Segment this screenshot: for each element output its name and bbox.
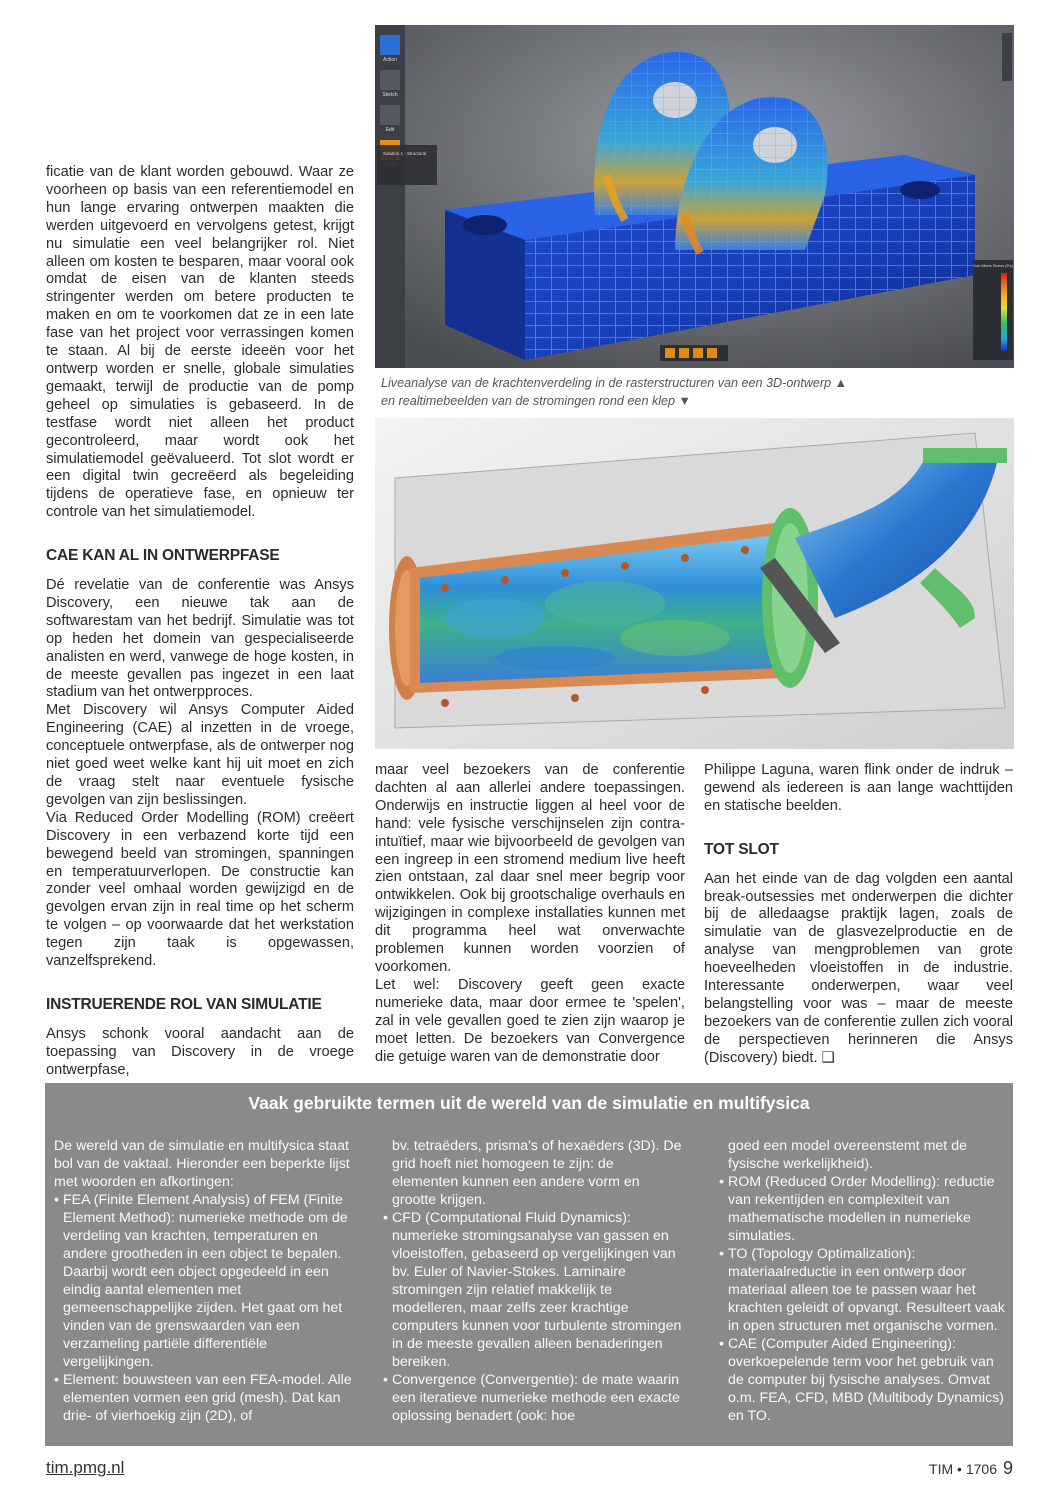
infobox-title: Vaak gebruikte termen uit de wereld van de simulatie en multifysica bbox=[248, 1093, 810, 1113]
article-column-1 bbox=[46, 164, 354, 1080]
infobox-intro: De wereld van de simulatie en multifysica staat bol van de vaktaal. Hieronder een beperkte lijst met woorden en afkortingen: bbox=[54, 1138, 350, 1190]
section-heading: TOT SLOT bbox=[704, 840, 779, 858]
valve-flow-render bbox=[375, 418, 1014, 749]
svg-text:Edit: Edit bbox=[385, 127, 395, 133]
triangle-up-icon: ▲ bbox=[834, 376, 848, 390]
end-mark-icon: ❑ bbox=[821, 1049, 835, 1066]
body-paragraph: ficatie van de klant worden gebouwd. Waar ze voorheen op basis van een referentiemodel en hun lange ervaring ontwerpen maakten die werden uitgevoerd en vervolgens getest, krijgt nu simulatie een veel belangrijker rol. Niet alleen om kosten te besparen, maar vooral ook omdat de eisen van de klanten steeds stringenter werden om betere producten te maken en om te voorkomen dat ze in een late fase van het project voor verrassingen komen te staan. Al bij de eerste ideeën voor het ontwerp worden er snelle, globale simulaties gemaakt, terwijl de productie van de pomp geheel op simulaties is gebaseerd. In de testfase wordt niet alleen het product gecontroleerd, maar wordt ook het simulatiemodel geëvalueerd. Tot slot wordt er een digital twin gecreëerd als begeleiding tijdens de operatieve fase, en opnieuw ter controle van het simulatiemodel. bbox=[46, 164, 354, 521]
body-paragraph: Met Discovery wil Ansys Computer Aided Engineering (CAE) al inzetten in de vroege, conceptuele ontwerpfase, als de ontwerper nog niet goed weet welke kant hij uit moet en zich de vraag stelt naar eventuele fysische gevolgen van zijn beslissingen. bbox=[46, 702, 354, 808]
svg-text:Action: Action bbox=[383, 57, 397, 63]
body-paragraph: Via Reduced Order Modelling (ROM) creëert Discovery in een verbazend korte tijd een bewegend beeld van stromingen, spanningen en temperatuurverlopen. De constructie kan zonder veel omhaal worden gewijzigd en de gevolgen ervan zijn in real time op het scherm te volgen – op voorwaarde dat het werkstation tegen zijn taak is opgewassen, vanzelfsprekend. bbox=[46, 809, 354, 970]
svg-text:Solution 1 - Structural: Solution 1 - Structural bbox=[383, 151, 427, 156]
term-continuation: goed een model overeenstemt met de fysische werkelijkheid). bbox=[728, 1138, 967, 1172]
term-item: • TO (Topology Optimalization): materiaalreductie in een ontwerp door materiaal alleen toe te passen waar het krachten geleidt of opvangt. Resulteert vaak in open structuren met organische vormen. bbox=[719, 1245, 1009, 1335]
issue-info bbox=[929, 1458, 1013, 1479]
flow-simulation-image bbox=[375, 418, 1014, 749]
term-item: • CFD (Computational Fluid Dynamics): numerieke stromingsanalyse van gassen en vloeistoffen, gebaseerd op vergelijkingen van bv. Euler of Navier-Stokes. Laminaire stromingen zijn relatief makkelijk te modelleren, maar zelfs zeer krachtige computers kunnen voor turbulente stromingen in de meeste gevallen alleen benaderingen bereiken. bbox=[383, 1209, 683, 1371]
triangle-down-icon: ▼ bbox=[678, 394, 692, 408]
term-item: • CAE (Computer Aided Engineering): overkoepelende term voor het gebruik van de computer bij fysische analyses. Omvat o.m. FEA, CFD, MBD (Multibody Dynamics) en TO. bbox=[719, 1335, 1009, 1425]
body-paragraph: Let wel: Discovery geeft geen exacte numerieke data, maar door ermee te 'spelen', zal in vele gevallen goed te zien zijn waarop je moet letten. De bezoekers van Convergence die getuige waren van de demonstratie door bbox=[375, 976, 685, 1065]
body-paragraph: Dé revelatie van de conferentie was Ansys Discovery, een nieuwe tak aan de softwarestam van het bedrijf. Simulatie was tot op heden het domein van gespecialiseerde analisten en werd, vanwege de hoge kosten, in de meeste gevallen pas ingezet in een laat stadium van het ontwerpproces. bbox=[46, 577, 354, 701]
infobox-column-1 bbox=[54, 1137, 354, 1425]
svg-text:Sketch: Sketch bbox=[382, 92, 398, 98]
section-heading: CAE KAN AL IN ONTWERPFASE bbox=[46, 547, 280, 565]
term-item: • FEA (Finite Element Analysis) of FEM (Finite Element Method): numerieke methode om de verdeling van krachten, temperaturen en andere grootheden in een object te bepalen. Daarbij wordt een object opgedeeld in een eindig aantal elementen met gemeenschappelijke zijden. Het gaat om het vinden van de grenswaarden van een verzameling partiële differentiële vergelijkingen. bbox=[54, 1191, 354, 1371]
structural-simulation-image bbox=[375, 25, 1014, 368]
body-paragraph: Philippe Laguna, waren flink onder de indruk – gewend als iedereen is aan lange wachttijden en statische beelden. bbox=[704, 762, 1013, 814]
issue-number: TIM • 1706 bbox=[929, 1461, 997, 1477]
lattice-bracket-render bbox=[375, 25, 1014, 368]
article-column-3 bbox=[704, 762, 1013, 1068]
website-link[interactable]: tim.pmg.nl bbox=[46, 1458, 125, 1477]
section-heading: INSTRUERENDE ROL VAN SIMULATIE bbox=[46, 995, 322, 1013]
infobox-column-3 bbox=[719, 1137, 1009, 1425]
term-item: • ROM (Reduced Order Modelling): reductie van rekentijden en complexiteit van mathematische modellen in numerieke simulaties. bbox=[719, 1173, 1009, 1245]
article-column-2 bbox=[375, 762, 685, 1066]
infobox-column-2 bbox=[383, 1137, 683, 1425]
term-item: • Element: bouwsteen van een FEA-model. Alle elementen vormen een grid (mesh). Dat kan drie- of vierhoekig zijn (2D), of bbox=[54, 1371, 354, 1425]
figure-caption: Liveanalyse van de krachtenverdeling in de rasterstructuren van een 3D-ontwerp ▲ en realtimebeelden van de stromingen rond een klep ▼ bbox=[381, 376, 848, 408]
term-item: • Convergence (Convergentie): de mate waarin een iteratieve numerieke methode een exacte oplossing benadert (ook: hoe bbox=[383, 1371, 683, 1425]
terms-infobox bbox=[45, 1083, 1013, 1446]
page-number: 9 bbox=[1002, 1458, 1013, 1478]
body-paragraph: Ansys schonk vooral aandacht aan de toepassing van Discovery in de vroege ontwerpfase, bbox=[46, 1025, 354, 1078]
body-paragraph: maar veel bezoekers van de conferentie dachten al aan allerlei andere toepassingen. Onderwijs en instructie liggen al heel voor de hand: vele fysische verschijnselen zijn contra-intuïtief, maar wie bijvoorbeeld de gevolgen van een ingreep in een stromend medium live heeft zien ontstaan, zal daar snel meer begrip voor ontwikkelen. Ook bij grootschalige overhauls en wijzigingen in complexe installaties kunnen met dit programma heel wat onverwachte problemen kunnen worden voorzien of voorkomen. bbox=[375, 762, 685, 975]
term-continuation: bv. tetraëders, prisma's of hexaëders (3D). De grid hoeft niet homogeen te zijn: de elementen kunnen een andere vorm en grootte krijgen. bbox=[392, 1138, 682, 1208]
svg-text:Von Mises Stress (Pa): Von Mises Stress (Pa) bbox=[973, 263, 1013, 268]
body-paragraph: Aan het einde van de dag volgden een aantal break-outsessies met onderwerpen die dichter bij de alledaagse praktijk lagen, zoals de simulatie van de glasvezelproductie en de analyse van mengproblemen van grote hoeveelheden vloeistoffen in de industrie. Interessante onderwerpen, waar veel belangstelling voor was – maar de meeste bezoekers van de conferentie zullen zich vooral de perspectieven herinneren die Ansys (Discovery) biedt. ❑ bbox=[704, 870, 1013, 1066]
